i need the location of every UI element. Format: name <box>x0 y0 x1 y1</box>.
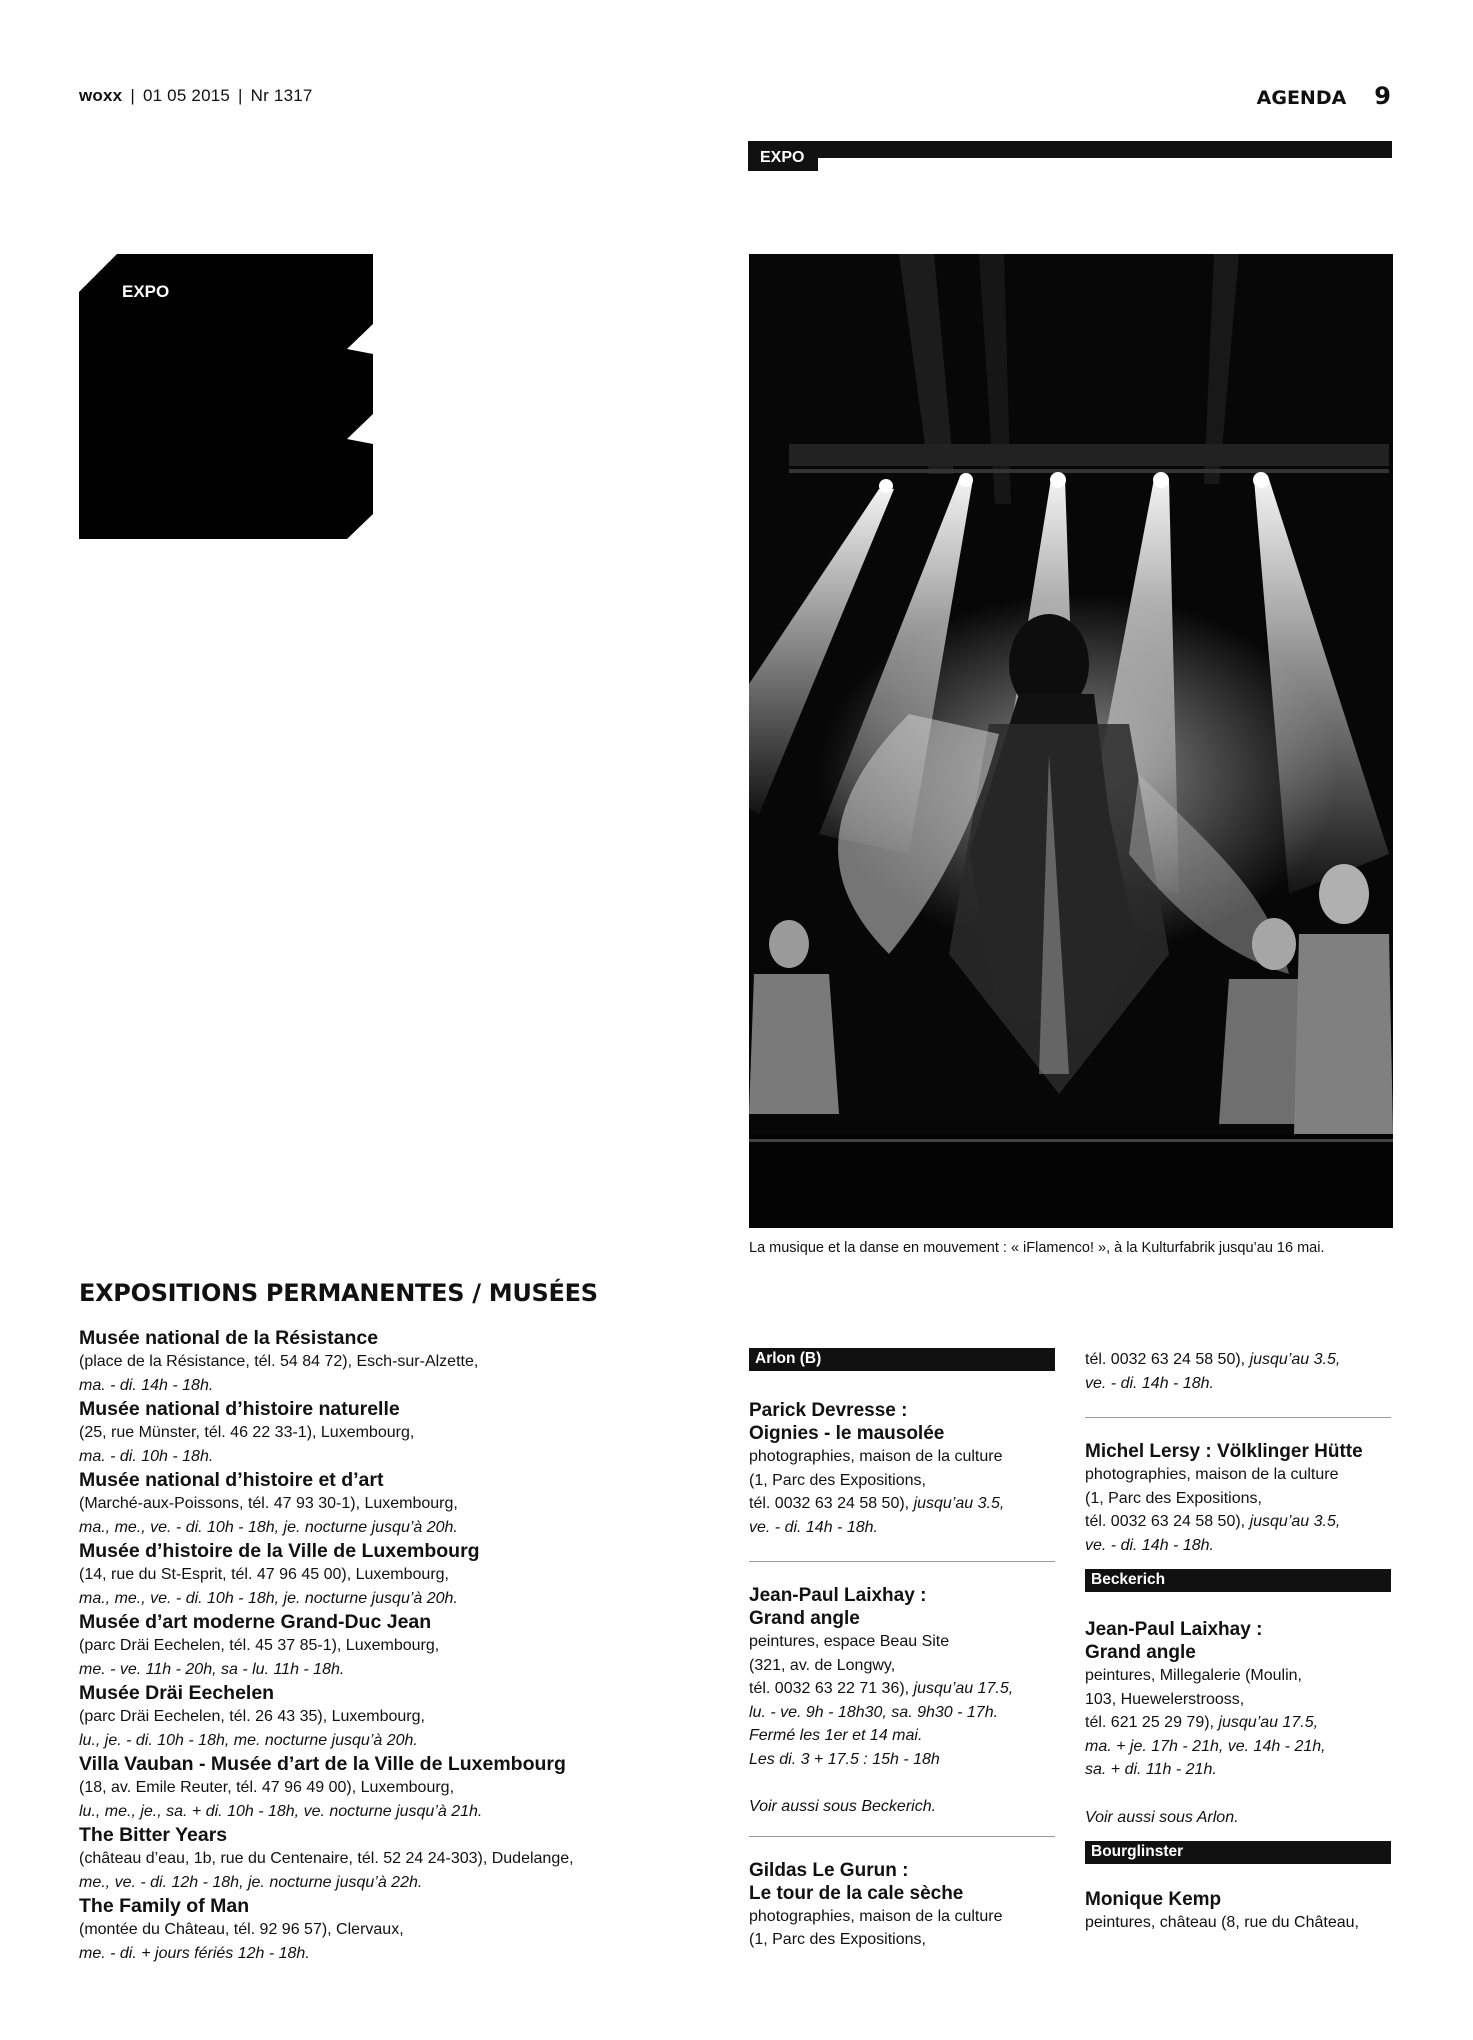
event-phone: tél. 621 25 29 79), <box>1085 1714 1219 1731</box>
event-title: Michel Lersy : Völklinger Hütte <box>1085 1441 1363 1462</box>
museum-item <box>79 1326 699 1397</box>
flamenco-photo <box>749 254 1393 1228</box>
museum-name: Musée Dräi Eechelen <box>79 1682 275 1704</box>
event-hours: ve. - di. 14h - 18h. <box>749 1518 878 1536</box>
event-address: (1, Parc des Expositions, <box>1085 1489 1262 1507</box>
place-header-bourglinster: Bourglinster <box>1085 1841 1391 1864</box>
event-phone: tél. 0032 63 24 58 50), <box>749 1495 914 1512</box>
museum-item <box>79 1752 699 1823</box>
museum-address: (montée du Château, tél. 92 96 57), Clervaux, <box>79 1921 404 1938</box>
event-title: Parick Devresse : <box>749 1400 908 1421</box>
page-header-left <box>79 86 313 106</box>
museum-address: (14, rue du St-Esprit, tél. 47 96 45 00), Luxembourg, <box>79 1566 449 1583</box>
museum-hours: lu., me., je., sa. + di. 10h - 18h, ve. nocturne jusqu’à 21h. <box>79 1802 483 1820</box>
museum-list <box>79 1326 699 1965</box>
museum-name: Musée national de la Résistance <box>79 1327 379 1349</box>
event-hours: Les di. 3 + 17.5 : 15h - 18h <box>749 1750 940 1768</box>
event-until: jusqu’au 3.5, <box>1249 1351 1341 1368</box>
event-hours: lu. - ve. 9h - 18h30, sa. 9h30 - 17h. <box>749 1703 999 1721</box>
event-laixhay-beckerich <box>1085 1618 1391 1829</box>
event-title: Gildas Le Gurun : <box>749 1859 909 1881</box>
event-title: Monique Kemp <box>1085 1889 1222 1910</box>
event-description: peintures, Millegalerie (Moulin, <box>1085 1667 1302 1684</box>
photo-caption: La musique et la danse en mouvement : « iFlamenco! », à la Kulturfabrik jusqu’au 16 mai. <box>749 1240 1325 1256</box>
event-contact <box>1085 1711 1391 1735</box>
event-title: Grand angle <box>749 1608 860 1629</box>
event-devresse <box>749 1399 1055 1539</box>
museum-hours: me. - di. + jours fériés 12h - 18h. <box>79 1944 310 1962</box>
museum-address: (Marché-aux-Poissons, tél. 47 93 30-1), Luxembourg, <box>79 1495 458 1512</box>
issue-date: 01 05 2015 <box>142 86 231 105</box>
event-title: Grand angle <box>1085 1642 1196 1663</box>
top-bar-tab: EXPO <box>748 141 818 171</box>
expo-logo-block <box>79 254 373 539</box>
event-description: peintures, château (8, rue du Château, <box>1085 1914 1359 1931</box>
event-description: photographies, maison de la culture <box>749 1448 1003 1465</box>
event-address: (321, av. de Longwy, <box>749 1656 896 1674</box>
museum-name: Musée d’art moderne Grand-Duc Jean <box>79 1611 432 1633</box>
agenda-column-1 <box>749 1348 1055 1952</box>
page-header-right <box>1257 82 1391 110</box>
event-phone: tél. 0032 63 24 58 50), <box>1085 1351 1250 1368</box>
event-contact <box>1085 1510 1391 1534</box>
museum-hours: me., ve. - di. 12h - 18h, je. nocturne jusqu’à 22h. <box>79 1873 423 1891</box>
museum-name: Musée d’histoire de la Ville de Luxembourg <box>79 1540 480 1562</box>
museum-item <box>79 1468 699 1539</box>
top-bar-line <box>748 141 1392 158</box>
page-number: 9 <box>1374 82 1391 110</box>
museum-name: Villa Vauban - Musée d’art de la Ville de Luxembourg <box>79 1753 566 1775</box>
event-until: jusqu’au 17.5, <box>1218 1714 1319 1731</box>
museum-address: (parc Dräi Eechelen, tél. 26 43 35), Luxembourg, <box>79 1708 425 1725</box>
event-hours: ve. - di. 14h - 18h. <box>1085 1536 1214 1554</box>
event-contact <box>749 1677 1055 1701</box>
event-until: jusqu’au 3.5, <box>1249 1513 1341 1530</box>
event-continued <box>1085 1348 1391 1395</box>
museum-name: Musée national d’histoire naturelle <box>79 1398 400 1420</box>
event-laixhay-arlon <box>749 1584 1055 1819</box>
expo-top-bar <box>748 141 1392 171</box>
flamenco-photo-illustration <box>749 254 1393 1228</box>
event-hours: Fermé les 1er et 14 mai. <box>749 1727 923 1744</box>
museum-hours: ma., me., ve. - di. 10h - 18h, je. nocturne jusqu’à 20h. <box>79 1589 458 1607</box>
event-title: Le tour de la cale sèche <box>749 1882 964 1904</box>
museum-address: (25, rue Münster, tél. 46 22 33-1), Luxembourg, <box>79 1424 415 1441</box>
museum-address: (château d’eau, 1b, rue du Centenaire, tél. 52 24 24-303), Dudelange, <box>79 1850 574 1867</box>
place-header-beckerich: Beckerich <box>1085 1569 1391 1592</box>
event-contact <box>1085 1348 1391 1372</box>
event-title: Oignies - le mausolée <box>749 1423 945 1444</box>
event-see-also: Voir aussi sous Beckerich. <box>749 1798 937 1815</box>
logo-label: EXPO <box>122 282 170 301</box>
event-description: photographies, maison de la culture <box>749 1907 1003 1925</box>
museum-hours: ma. - di. 10h - 18h. <box>79 1447 214 1465</box>
event-contact <box>749 1492 1055 1516</box>
museum-item <box>79 1681 699 1752</box>
event-hours: sa. + di. 11h - 21h. <box>1085 1761 1217 1778</box>
event-see-also: Voir aussi sous Arlon. <box>1085 1808 1239 1826</box>
event-phone: tél. 0032 63 24 58 50), <box>1085 1513 1250 1530</box>
museum-address: (place de la Résistance, tél. 54 84 72), Esch-sur-Alzette, <box>79 1353 479 1370</box>
event-until: jusqu’au 3.5, <box>913 1495 1005 1512</box>
museum-name: Musée national d’histoire et d’art <box>79 1469 384 1491</box>
place-header-arlon: Arlon (B) <box>749 1348 1055 1371</box>
event-le-gurun <box>749 1859 1055 1952</box>
issue-number: Nr 1317 <box>250 86 313 105</box>
event-description: peintures, espace Beau Site <box>749 1633 950 1650</box>
museum-address: (18, av. Emile Reuter, tél. 47 96 49 00), Luxembourg, <box>79 1779 455 1796</box>
museum-name: The Family of Man <box>79 1895 250 1917</box>
event-lersy <box>1085 1440 1391 1557</box>
agenda-column-2 <box>1085 1348 1391 1935</box>
museum-hours: ma., me., ve. - di. 10h - 18h, je. nocturne jusqu’à 20h. <box>79 1518 458 1536</box>
museum-item <box>79 1610 699 1681</box>
museum-hours: ma. - di. 14h - 18h. <box>79 1376 214 1394</box>
museum-item <box>79 1539 699 1610</box>
museum-address: (parc Dräi Eechelen, tél. 45 37 85-1), Luxembourg, <box>79 1637 440 1654</box>
event-hours: ve. - di. 14h - 18h. <box>1085 1374 1214 1392</box>
museum-hours: me. - ve. 11h - 20h, sa - lu. 11h - 18h. <box>79 1660 345 1678</box>
brand-name: woxx <box>79 86 123 105</box>
museum-hours: lu., je. - di. 10h - 18h, me. nocturne jusqu’à 20h. <box>79 1731 418 1749</box>
museum-name: The Bitter Years <box>79 1824 228 1846</box>
museum-item <box>79 1894 699 1965</box>
event-address: (1, Parc des Expositions, <box>749 1471 926 1489</box>
museum-item <box>79 1823 699 1894</box>
event-description: photographies, maison de la culture <box>1085 1466 1339 1483</box>
event-phone: tél. 0032 63 22 71 36), <box>749 1680 914 1697</box>
event-address: 103, Huewelerstrooss, <box>1085 1690 1245 1708</box>
header-separator: | <box>130 86 135 105</box>
section-name: AGENDA <box>1256 87 1347 109</box>
event-address: (1, Parc des Expositions, <box>749 1931 926 1948</box>
event-title: Jean-Paul Laixhay : <box>1085 1619 1263 1640</box>
museums-section-title: EXPOSITIONS PERMANENTES / MUSÉES <box>79 1279 598 1307</box>
event-until: jusqu’au 17.5, <box>913 1680 1014 1697</box>
event-kemp <box>1085 1888 1391 1935</box>
event-title: Jean-Paul Laixhay : <box>749 1585 927 1606</box>
event-hours: ma. + je. 17h - 21h, ve. 14h - 21h, <box>1085 1737 1326 1755</box>
museum-item <box>79 1397 699 1468</box>
header-separator: | <box>238 86 243 105</box>
